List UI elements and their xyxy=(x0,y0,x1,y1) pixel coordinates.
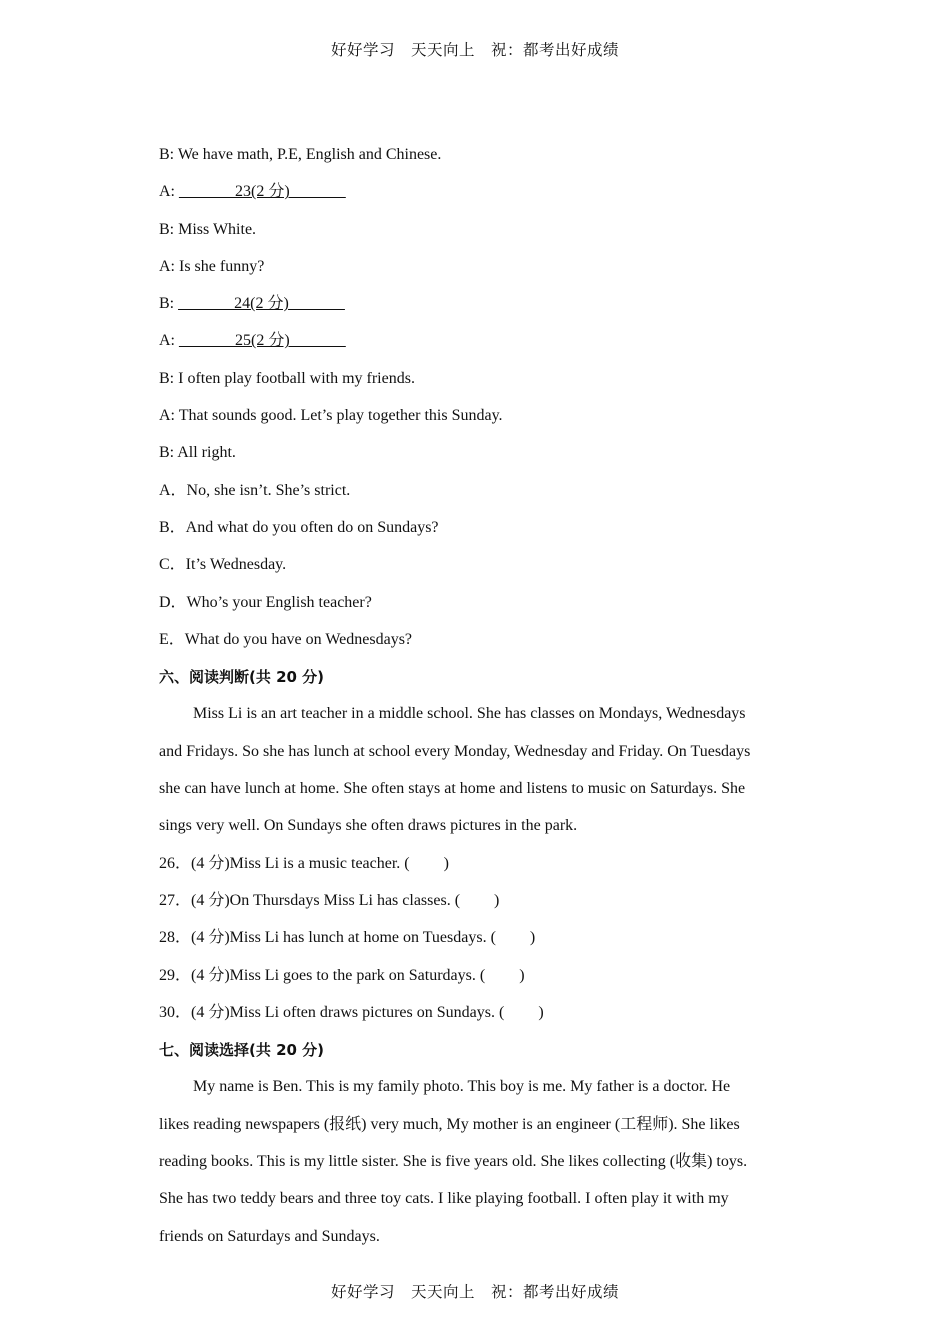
question-28 xyxy=(159,925,789,962)
dialog-line: B: I often play football with my friends. xyxy=(159,369,415,387)
speaker-label: A: xyxy=(159,183,179,201)
question-26 xyxy=(159,851,789,888)
question-close: ) xyxy=(529,929,536,947)
answer-blank-25[interactable]: _______25(2 分)_______ xyxy=(179,332,346,350)
passage-line: My name is Ben. This is my family photo. This boy is me. My father is a doctor. He xyxy=(193,1078,731,1096)
document-body xyxy=(159,142,789,1261)
option-e: E．What do you have on Wednesdays? xyxy=(159,630,413,648)
dialog-line xyxy=(159,328,789,365)
option-d: D．Who’s your English teacher? xyxy=(159,593,372,611)
question-number: 27． xyxy=(159,891,192,909)
passage-line: sings very well. On Sundays she often draws pictures in the park. xyxy=(159,817,578,835)
question-number: 30． xyxy=(159,1003,192,1021)
passage-line: likes reading newspapers (报纸) very much, My mother is an engineer (工程师). She likes xyxy=(159,1115,740,1133)
question-text: (4 分)Miss Li often draws pictures on Sundays. ( xyxy=(191,1003,505,1021)
passage-line: she can have lunch at home. She often stays at home and listens to music on Saturdays. She xyxy=(159,780,746,798)
section-6-title: 六、阅读判断(共 20 分) xyxy=(159,668,325,687)
passage-line: Miss Li is an art teacher in a middle school. She has classes on Mondays, Wednesdays xyxy=(193,705,746,723)
question-30 xyxy=(159,1000,789,1037)
question-close: ) xyxy=(494,891,500,909)
passage-line: She has two teddy bears and three toy cats. I like playing football. I often play it with my xyxy=(159,1190,729,1208)
question-text: (4 分)On Thursdays Miss Li has classes. ( xyxy=(191,891,461,909)
dialog-line xyxy=(159,179,789,216)
question-29 xyxy=(159,963,789,1000)
passage-line: reading books. This is my little sister. She is five years old. She likes collecting (收集) toys. xyxy=(159,1153,748,1171)
page-footer: 好好学习 天天向上 祝：都考出好成绩 xyxy=(330,1283,619,1301)
question-text: (4 分)Miss Li has lunch at home on Tuesdays. ( xyxy=(191,929,496,947)
page-header: 好好学习 天天向上 祝：都考出好成绩 xyxy=(330,41,619,59)
question-text: (4 分)Miss Li goes to the park on Saturdays. ( xyxy=(191,966,486,984)
dialog-line: B: Miss White. xyxy=(159,220,257,238)
dialog-line: B: We have math, P.E, English and Chinese. xyxy=(159,146,442,163)
speaker-label: B: xyxy=(159,295,179,313)
question-text: (4 分)Miss Li is a music teacher. ( xyxy=(191,854,410,872)
passage-line: friends on Saturdays and Sundays. xyxy=(159,1227,380,1245)
answer-blank-24[interactable]: _______24(2 分)_______ xyxy=(178,295,345,313)
option-b: B．And what do you often do on Sundays? xyxy=(159,518,439,536)
answer-blank-23[interactable]: _______23(2 分)_______ xyxy=(179,183,346,201)
question-number: 26． xyxy=(159,854,192,872)
dialog-line xyxy=(159,291,789,328)
option-c: C．It’s Wednesday. xyxy=(159,556,287,574)
dialog-line: B: All right. xyxy=(159,444,236,462)
question-close: ) xyxy=(519,966,525,984)
dialog-line: A: That sounds good. Let’s play together this Sunday. xyxy=(159,407,503,425)
question-number: 28． xyxy=(159,929,192,947)
option-a: A．No, she isn’t. She’s strict. xyxy=(159,481,351,499)
question-number: 29． xyxy=(159,966,192,984)
dialog-line: A: Is she funny? xyxy=(159,257,265,275)
speaker-label: A: xyxy=(159,332,179,350)
passage-line: and Fridays. So she has lunch at school every Monday, Wednesday and Friday. On Tuesdays xyxy=(159,742,751,760)
question-close: ) xyxy=(538,1003,544,1021)
question-27 xyxy=(159,888,789,925)
question-close: ) xyxy=(443,854,449,872)
section-7-title: 七、阅读选择(共 20 分) xyxy=(159,1041,325,1060)
